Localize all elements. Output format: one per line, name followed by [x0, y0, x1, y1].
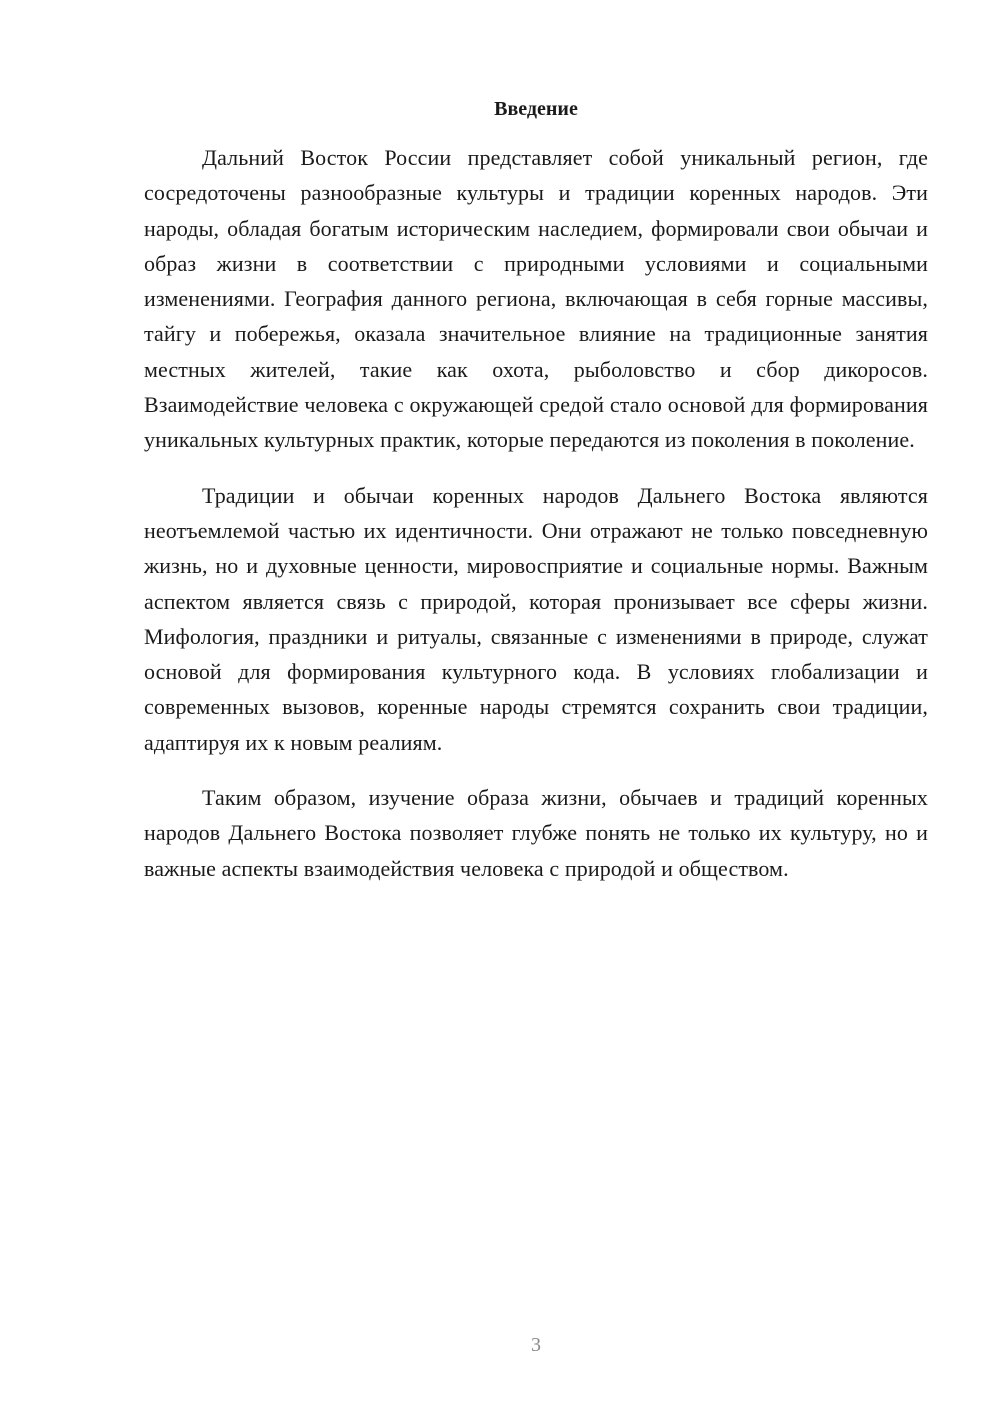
paragraph-1: Дальний Восток России представляет собой уникальный регион, где сосредоточены разнообразные культуры и традиции коренных народов. Эти народы, обладая богатым историческим наследием, формировали свои обычаи и образ жизни в соответствии с природными условиями и социальными изменениями. География данного региона, включающая в себя горные массивы, тайгу и побережья, оказала значительное влияние на традиционные занятия местных жителей, такие как охота, рыболовство и сбор дикоросов. Взаимодействие человека с окружающей средой стало основой для формирования уникальных культурных практик, которые передаются из поколения в поколение. — [144, 145, 928, 453]
paragraph-3: Таким образом, изучение образа жизни, обычаев и традиций коренных народов Дальнего Востока позволяет глубже понять не только их культуру, но и важные аспекты взаимодействия человека с природой и обществом. — [144, 785, 928, 881]
paragraph-2: Традиции и обычаи коренных народов Дальнего Востока являются неотъемлемой частью их идентичности. Они отражают не только повседневную жизнь, но и духовные ценности, мировосприятие и социальные нормы. Важным аспектом является связь с природой, которая пронизывает все сферы жизни. Мифология, праздники и ритуалы, связанные с изменениями в природе, служат основой для формирования культурного кода. В условиях глобализации и современных вызовов, коренные народы стремятся сохранить свои традиции, адаптируя их к новым реалиям. — [144, 482, 928, 755]
page-content — [144, 92, 928, 906]
page-number: 3 — [531, 1334, 541, 1356]
section-title: Введение — [494, 98, 578, 120]
